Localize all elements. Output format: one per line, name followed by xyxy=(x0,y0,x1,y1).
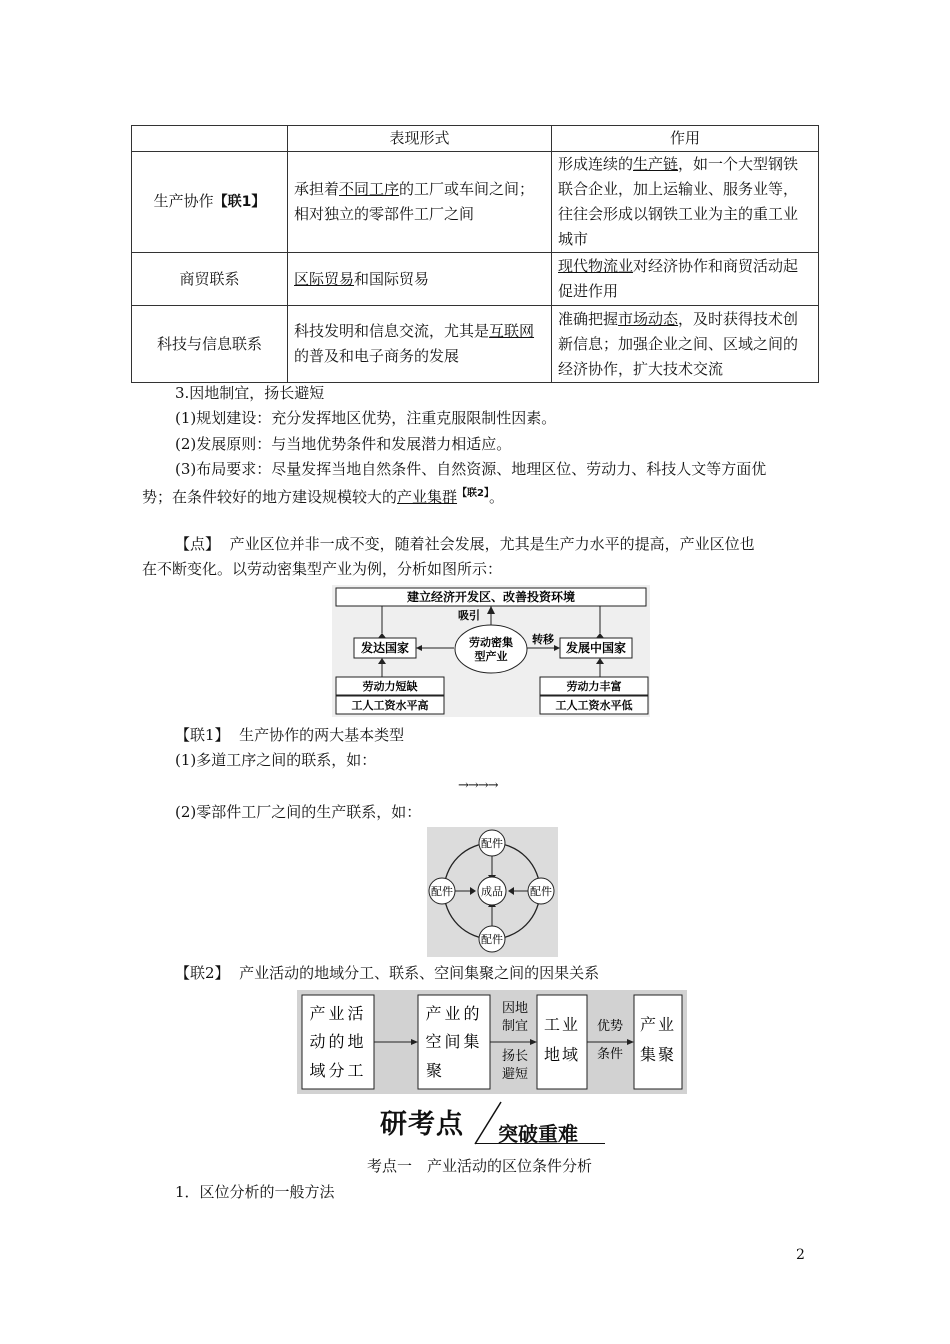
box1-l3: 域分工 xyxy=(309,1061,367,1080)
label1-l4: 避短 xyxy=(501,1067,529,1082)
section3-p3a: (3)布局要求：尽量发挥当地自然条件、自然资源、地理区位、劳动力、科技人文等方面优 xyxy=(175,460,767,478)
diagram1-top: 建立经济开发区、改善投资环境 xyxy=(406,590,576,604)
row-name: 科技与信息联系 xyxy=(132,306,288,383)
diagram1-lb2: 工人工资水平高 xyxy=(351,699,429,712)
row-name: 商贸联系 xyxy=(132,253,288,306)
table-header-form: 表现形式 xyxy=(288,126,552,152)
point-tag: 【点】 xyxy=(175,535,221,553)
diagram1-rb2: 工人工资水平低 xyxy=(555,699,633,712)
box4-l1: 产业 xyxy=(639,1015,677,1034)
label1-l1: 因地 xyxy=(501,1001,529,1016)
row-form: 科技发明和信息交流，尤其是互联网的普及和电子商务的发展 xyxy=(288,306,552,383)
point-line2: 在不断变化。以劳动密集型产业为例，分析如图所示： xyxy=(142,560,503,578)
section3-p3b: 势；在条件较好的地方建设规模较大的产业集群$^{【联2】}$。 xyxy=(142,488,505,506)
section-banner xyxy=(380,1100,620,1148)
label2-l1: 优势 xyxy=(596,1019,624,1034)
labor-transfer-diagram xyxy=(332,585,650,717)
banner-left: 研考点 xyxy=(380,1109,464,1140)
product-node: 成品 xyxy=(481,885,503,898)
box2-l1: 产业的 xyxy=(425,1004,483,1023)
kaodian-title: 考点一 产业活动的区位条件分析 xyxy=(367,1157,593,1175)
label1-l3: 扬长 xyxy=(501,1049,529,1064)
lian1-p2: (2)零部件工厂之间的生产联系，如： xyxy=(175,803,422,821)
lian1-tag: 【联1】 xyxy=(213,194,266,210)
parts-diagram xyxy=(427,827,558,957)
box1-l1: 产业活 xyxy=(309,1004,367,1023)
table-row xyxy=(132,253,819,306)
diagram1-lb1: 劳动力短缺 xyxy=(362,680,418,693)
method-heading: 1．区位分析的一般方法 xyxy=(175,1183,335,1201)
row-role: 现代物流业对经济协作和商贸活动起促进作用 xyxy=(552,253,819,306)
diagram1-transfer: 转移 xyxy=(532,633,554,646)
box3-l1: 工业 xyxy=(543,1015,581,1034)
label1-l2: 制宜 xyxy=(501,1019,529,1034)
table-row xyxy=(132,152,819,253)
part-node-top: 配件 xyxy=(481,837,503,850)
box1-l2: 动的地 xyxy=(309,1032,367,1051)
section3-p1: (1)规划建设：充分发挥地区优势，注重克服限制性因素。 xyxy=(175,409,557,427)
banner-right: 突破重难 xyxy=(498,1122,578,1146)
page-number: 2 xyxy=(796,1247,805,1263)
box4-l2: 集聚 xyxy=(639,1045,677,1064)
row-role: 形成连续的生产链，如一个大型钢铁联合企业，加上运输业、服务业等，往往会形成以钢铁工业为主的重工业城市 xyxy=(552,152,819,253)
row-role: 准确把握市场动态，及时获得技术创新信息；加强企业之间、区域之间的经济协作，扩大技术交流 xyxy=(552,306,819,383)
table-row xyxy=(132,306,819,383)
label2-l2: 条件 xyxy=(596,1047,624,1062)
row-name: 生产协作【联1】 xyxy=(132,152,288,253)
box2-l3: 聚 xyxy=(425,1061,443,1080)
diagram1-right: 发展中国家 xyxy=(565,641,627,655)
summary-table xyxy=(131,125,819,383)
section3-title: 3.因地制宜，扬长避短 xyxy=(175,384,325,402)
lian2-heading: 【联2】 产业活动的地域分工、联系、空间集聚之间的因果关系 xyxy=(175,964,600,982)
diagram1-attract: 吸引 xyxy=(458,609,480,622)
box2-l2: 空间集 xyxy=(425,1032,483,1051)
table-header-role: 作用 xyxy=(552,126,819,152)
section3-p2: (2)发展原则：与当地优势条件和发展潜力相适应。 xyxy=(175,435,512,453)
banner-underline xyxy=(475,1143,605,1144)
part-node-right: 配件 xyxy=(530,885,552,898)
row-form: 区际贸易和国际贸易 xyxy=(288,253,552,306)
diagram1-left: 发达国家 xyxy=(360,641,410,655)
part-node-bottom: 配件 xyxy=(481,933,503,946)
lian1-p1: (1)多道工序之间的联系，如： xyxy=(175,751,377,769)
lian2-tag: 【联2】 xyxy=(457,488,489,499)
point-line1: 【点】 产业区位并非一成不变，随着社会发展，尤其是生产力水平的提高，产业区位也 xyxy=(175,535,755,553)
process-arrows: →→→→ xyxy=(458,778,498,793)
box3-l2: 地域 xyxy=(543,1045,581,1064)
diagram1-rb1: 劳动力丰富 xyxy=(566,680,622,693)
row-form: 承担着不同工序的工厂或车间之间；相对独立的零部件工厂之间 xyxy=(288,152,552,253)
causal-diagram xyxy=(297,990,687,1094)
part-node-left: 配件 xyxy=(431,885,453,898)
diagram1-center-l2: 型产业 xyxy=(474,650,508,663)
table-header-empty xyxy=(132,126,288,152)
lian2-tag: 【联2】 xyxy=(175,964,230,982)
diagram1-center-l1: 劳动密集 xyxy=(469,636,513,649)
lian1-heading: 【联1】 生产协作的两大基本类型 xyxy=(175,726,405,744)
lian1-tag: 【联1】 xyxy=(175,726,230,744)
